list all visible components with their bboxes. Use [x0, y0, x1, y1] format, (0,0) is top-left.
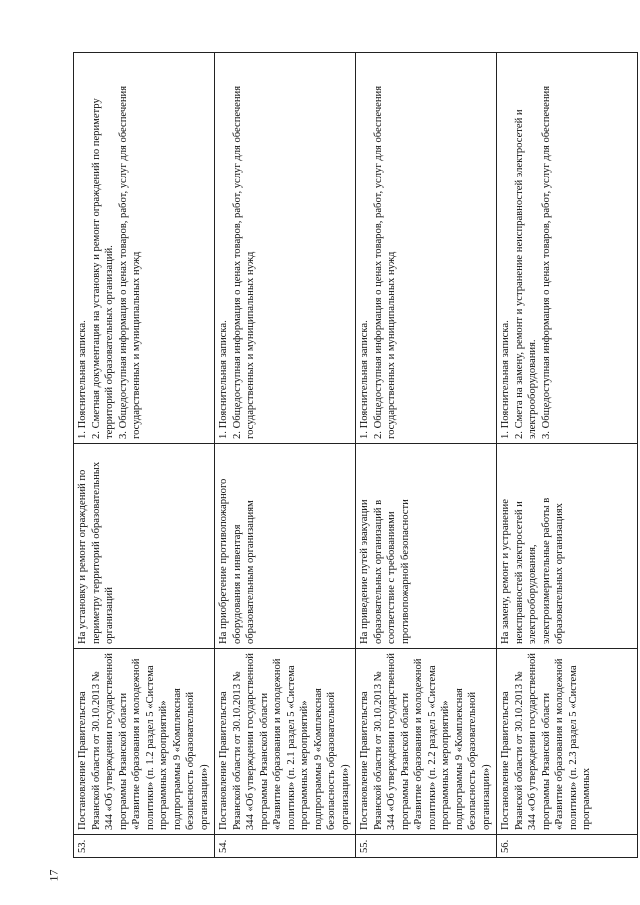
table-row: [356, 53, 497, 858]
purpose-cell: На установку и ремонт ограждений по периметру территорий образовательных организаций: [74, 444, 215, 649]
document-item: 1. Пояснительная записка.: [77, 320, 88, 439]
row-number-cell: 55.: [356, 835, 497, 858]
legal-basis-cell: Постановление Правительства Рязанской области от 30.10.2013 № 344 «Об утверждении государственной программы Рязанской области «Развитие образования и молодежной политики» (п. 2.1 раздел 5 «Система программных мероприятий» подпрограммы 9 «Комплексная безопасность образовательной организации»): [215, 649, 356, 835]
document-item: 1. Пояснительная записка.: [500, 320, 511, 439]
purpose-cell: На приведение путей эвакуации образовательных организаций в соответствие с требованиями противопожарной безопасности: [356, 444, 497, 649]
documents-cell: [356, 53, 497, 444]
document-item: 2. Общедоступная информация о ценах товаров, работ, услуг для обеспечения государственных и муниципальных нужд: [372, 85, 398, 439]
documents-cell: [215, 53, 356, 444]
documents-cell: [74, 53, 215, 444]
table-row: [215, 53, 356, 858]
legal-basis-cell: Постановление Правительства Рязанской области от 30.10.2013 № 344 «Об утверждении государственной программы Рязанской области «Развитие образования и молодежной политики» (п. 2.3 раздел 5 «Система программных: [497, 649, 638, 835]
document-item: 3. Общедоступная информация о ценах товаров, работ, услуг для обеспечения государственных и муниципальных нужд: [117, 85, 143, 439]
rotated-table-container: [73, 53, 638, 858]
document-item: 1. Пояснительная записка.: [359, 320, 370, 439]
table-row: [74, 53, 215, 858]
document-item: 1. Пояснительная записка.: [218, 320, 229, 439]
document-item: 2. Смета на замену, ремонт и устранение неисправностей электросетей и электрооборудования.: [513, 109, 539, 439]
document-item: 2. Общедоступная информация о ценах товаров, работ, услуг для обеспечения государственных и муниципальных нужд: [231, 85, 257, 439]
purpose-cell: На замену, ремонт и устранение неисправностей электросетей и электрооборудования, электроизмерительные работы в образовательных организациях: [497, 444, 638, 649]
row-number-cell: 54.: [215, 835, 356, 858]
document-item: 2. Сметная документация на установку и ремонт ограждений по периметру территорий образовательных организаций.: [90, 98, 116, 439]
legal-basis-cell: Постановление Правительства Рязанской области от 30.10.2013 № 344 «Об утверждении государственной программы Рязанской области «Развитие образования и молодежной политики» (п. 1.2 раздел 5 «Система программных мероприятий» подпрограммы 9 «Комплексная безопасность образовательной организации»): [74, 649, 215, 835]
documents-cell: [497, 53, 638, 444]
page-number: 17: [46, 869, 61, 882]
table-row: [497, 53, 638, 858]
requirements-table: [73, 52, 638, 858]
document-item: 3. Общедоступная информация о ценах товаров, работ, услуг для обеспечения: [540, 85, 552, 439]
legal-basis-cell: Постановление Правительства Рязанской области от 30.10.2013 № 344 «Об утверждении государственной программы Рязанской области «Развитие образования и молодежной политики» (п. 2.2 раздел 5 «Система программных мероприятий» подпрограммы 9 «Комплексная безопасность образовательной организации»): [356, 649, 497, 835]
row-number-cell: 56.: [497, 835, 638, 858]
purpose-cell: На приобретение противопожарного оборудования и инвентаря образовательным организациям: [215, 444, 356, 649]
row-number-cell: 53.: [74, 835, 215, 858]
